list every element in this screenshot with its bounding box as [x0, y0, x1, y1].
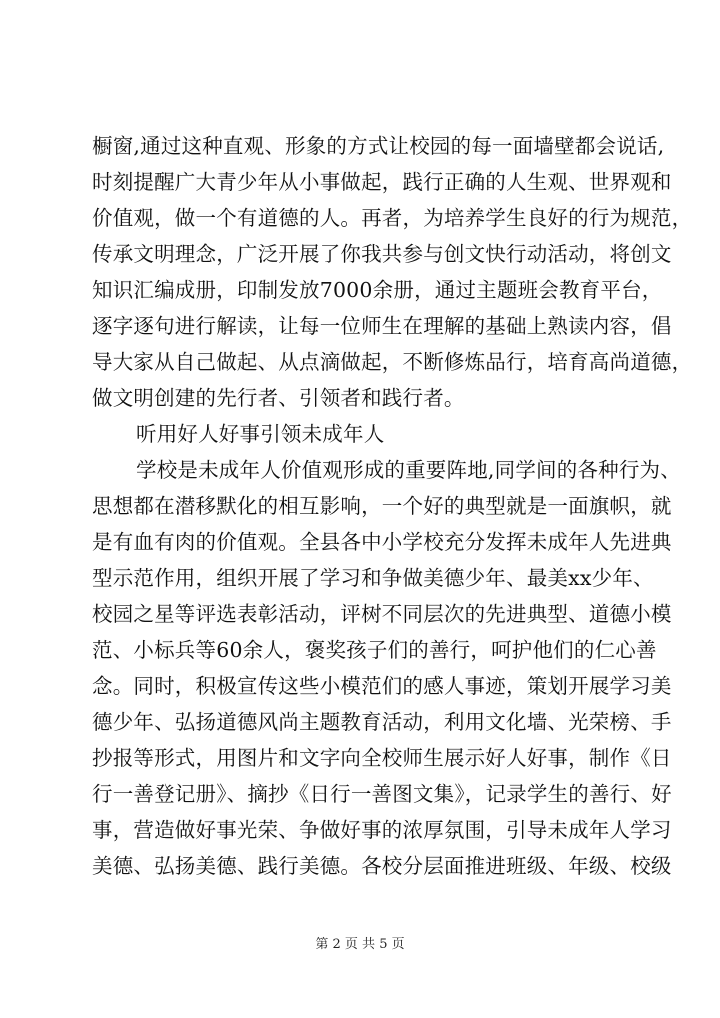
body-line-19: 行一善登记册》、摘抄《日行一善图文集》，记录学生的善行、好 — [92, 782, 672, 806]
body-line-21: 美德、弘扬美德、践行美德。各校分层面推进班级、年级、校级 — [92, 854, 672, 878]
body-line-3: 价值观，做一个有道德的人。再者，为培养学生良好的行为规范， — [92, 206, 693, 230]
page-footer: 第 2 页 共 5 页 — [315, 937, 405, 952]
body-line-15: 范、小标兵等60余人，褒奖孩子们的善行，呵护他们的仁心善 — [92, 638, 657, 662]
body-line-7: 导大家从自己做起、从点滴做起，不断修炼品行，培育高尚道德， — [92, 350, 693, 374]
body-line-12: 是有血有肉的价值观。全县各中小学校充分发挥未成年人先进典 — [92, 530, 672, 554]
section-heading: 听用好人好事引领未成年人 — [136, 422, 385, 446]
body-line-17: 德少年、弘扬道德风尚主题教育活动，利用文化墙、光荣榜、手 — [92, 710, 672, 734]
body-line-18: 抄报等形式，用图片和文字向全校师生展示好人好事，制作《日 — [92, 746, 672, 770]
body-line-1: 橱窗,通过这种直观、形象的方式让校园的每一面墙壁都会说话, — [92, 134, 665, 158]
body-line-8: 做文明创建的先行者、引领者和践行者。 — [92, 386, 465, 410]
body-line-6: 逐字逐句进行解读，让每一位师生在理解的基础上熟读内容，倡 — [92, 314, 672, 338]
body-line-14: 校园之星等评选表彰活动，评树不同层次的先进典型、道德小模 — [92, 602, 672, 626]
body-line-5: 知识汇编成册，印制发放7000余册，通过主题班会教育平台， — [92, 278, 663, 302]
body-line-13: 型示范作用，组织开展了学习和争做美德少年、最美xx少年、 — [92, 566, 654, 590]
body-line-2: 时刻提醒广大青少年从小事做起，践行正确的人生观、世界观和 — [92, 170, 672, 194]
body-line-20: 事，营造做好事光荣、争做好事的浓厚氛围，引导未成年人学习 — [92, 818, 672, 842]
body-line-4: 传承文明理念，广泛开展了你我共参与创文快行动活动，将创文 — [92, 242, 672, 266]
body-line-16: 念。同时，积极宣传这些小模范们的感人事迹，策划开展学习美 — [92, 674, 672, 698]
body-line-10: 学校是未成年人价值观形成的重要阵地,同学间的各种行为、 — [136, 458, 681, 482]
body-line-11: 思想都在潜移默化的相互影响，一个好的典型就是一面旗帜，就 — [92, 494, 672, 518]
